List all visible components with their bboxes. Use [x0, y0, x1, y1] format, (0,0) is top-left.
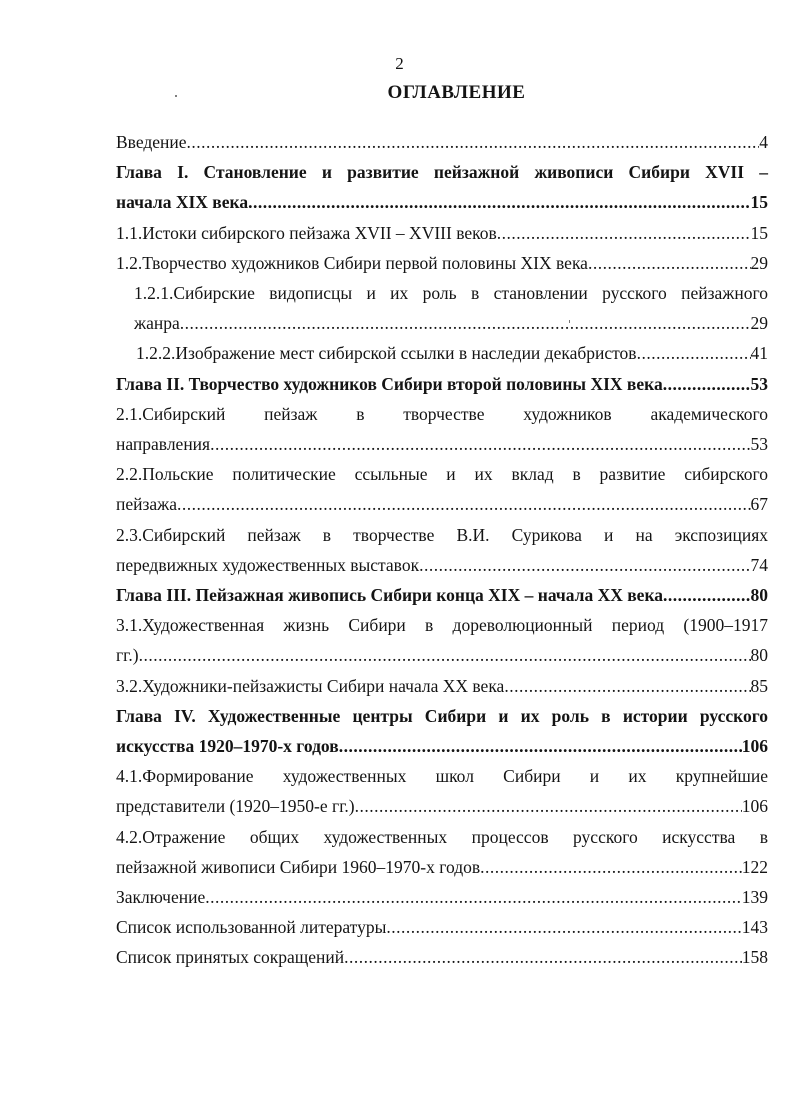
toc-entry[interactable]: [116, 912, 768, 942]
toc-entry-title: Список использованной литературы: [116, 917, 387, 938]
toc-entry-page-number: 41: [750, 343, 768, 364]
toc-entry-leader-line: [116, 791, 768, 821]
toc-entry-page-number: 158: [741, 947, 768, 968]
toc-entry-line: 2.1.Сибирский пейзаж в творчестве художников академического: [116, 403, 768, 424]
toc-entry-page-number: 74: [750, 554, 768, 575]
toc-entry-page-number: 122: [741, 856, 768, 877]
toc-entry-title: жанра: [134, 313, 180, 334]
toc-entry[interactable]: [116, 671, 768, 701]
dot-leader: [386, 912, 741, 942]
toc-entry-page-number: 106: [741, 796, 768, 817]
toc-entry-page-number: 53: [750, 434, 768, 455]
toc-entry-title: 3.2.Художники-пейзажисты Сибири начала XX века: [116, 675, 505, 696]
toc-entry-title: передвижных художественных выставок: [116, 554, 420, 575]
toc-entry-page-number: 15: [750, 192, 768, 213]
toc-entry[interactable]: [116, 369, 768, 399]
toc-entry[interactable]: [116, 882, 768, 912]
toc-entry-page-number: 139: [741, 887, 768, 908]
toc-entry[interactable]: [116, 278, 768, 338]
toc-entry-leader-line: [116, 942, 768, 972]
toc-entry-title: представители (1920–1950-е гг.): [116, 796, 355, 817]
dot-leader: [663, 369, 751, 399]
toc-entry[interactable]: [116, 822, 768, 882]
dot-leader: [480, 852, 742, 882]
toc-entry-page-number: 4: [759, 132, 768, 152]
toc-entry-leader-line: [116, 248, 768, 278]
dot-leader: [663, 580, 750, 610]
dot-leader: [187, 127, 760, 157]
toc-entry-title: искусства 1920–1970-х годов: [116, 736, 339, 757]
toc-entry-title: 1.1.Истоки сибирского пейзажа XVII – XVIII веков: [116, 222, 497, 243]
toc-entry[interactable]: [116, 218, 768, 248]
toc-entry-page-number: 85: [750, 675, 768, 696]
toc-entry-line: 2.2.Польские политические ссыльные и их вклад в развитие сибирского: [116, 464, 768, 485]
toc-entry-title: Заключение: [116, 887, 206, 908]
toc-entry-leader-line: [134, 308, 768, 338]
toc-entry-page-number: 15: [750, 222, 768, 243]
toc-entry[interactable]: [116, 459, 768, 519]
toc-entry-title: Глава II. Творчество художников Сибири второй половины XIX века: [116, 373, 663, 394]
toc-entry[interactable]: [116, 580, 768, 610]
toc-entry-title: Введение: [116, 132, 187, 152]
toc-entry-leader-line: [116, 640, 768, 670]
toc-entry-leader-line: [116, 580, 768, 610]
toc-entry-title: начала XIX века: [116, 192, 249, 213]
dot-leader: [355, 791, 742, 821]
toc-entry-leader-line: [116, 489, 768, 519]
toc-entry-leader-line: [116, 218, 768, 248]
toc-entry-line: 4.2.Отражение общих художественных процессов русского искусства в: [116, 826, 768, 847]
toc-entry-leader-line: [116, 671, 768, 701]
dot-leader: [344, 942, 742, 972]
page-number: 2: [395, 54, 404, 73]
dot-leader: [139, 640, 751, 670]
toc-entry-title: гг.): [116, 645, 139, 666]
toc-entry-line: Глава I. Становление и развитие пейзажной живописи Сибири XVII –: [116, 162, 768, 183]
dot-leader: [637, 338, 751, 368]
dot-leader: [339, 731, 742, 761]
dot-leader: [504, 671, 750, 701]
toc-entry-leader-line: [116, 882, 768, 912]
dot-leader: [497, 218, 751, 248]
table-of-contents: [116, 127, 768, 973]
toc-entry-title: направления: [116, 434, 211, 455]
toc-entry-page-number: 67: [750, 494, 768, 515]
dot-leader: [177, 489, 750, 519]
toc-entry-title: 1.2.Творчество художников Сибири первой половины XIX века: [116, 252, 588, 273]
toc-entry-leader-line: [136, 338, 768, 368]
toc-entry-line: Глава IV. Художественные центры Сибири и их роль в истории русского: [116, 705, 768, 726]
toc-entry-page-number: 106: [741, 736, 768, 757]
toc-entry-leader-line: [116, 731, 768, 761]
toc-entry-title: 1.2.2.Изображение мест сибирской ссылки в наследии декабристов: [136, 343, 637, 364]
dot-leader: [205, 882, 742, 912]
toc-entry-leader-line: [116, 912, 768, 942]
toc-entry-title: Список принятых сокращений: [116, 947, 345, 968]
toc-entry-title: пейзажа: [116, 494, 178, 515]
dot-leader: [210, 429, 750, 459]
toc-entry-leader-line: [116, 187, 768, 217]
toc-entry-page-number: 29: [750, 313, 768, 334]
toc-entry[interactable]: [116, 399, 768, 459]
toc-entry-page-number: 143: [741, 917, 768, 938]
toc-entry-page-number: 29: [750, 252, 768, 273]
toc-entry[interactable]: [116, 338, 768, 368]
toc-entry-leader-line: [116, 550, 768, 580]
toc-entry[interactable]: [116, 942, 768, 972]
toc-entry[interactable]: [116, 157, 768, 217]
toc-entry-page-number: 53: [750, 373, 768, 394]
toc-entry-leader-line: [116, 852, 768, 882]
dot-leader: [248, 187, 750, 217]
dot-leader: [419, 550, 750, 580]
toc-entry-leader-line: [116, 127, 768, 157]
toc-entry-line: 4.1.Формирование художественных школ Сибири и их крупнейшие: [116, 766, 768, 787]
toc-entry[interactable]: [116, 520, 768, 580]
toc-entry-leader-line: [116, 369, 768, 399]
toc-entry[interactable]: [116, 127, 768, 157]
toc-entry-page-number: 80: [750, 585, 768, 606]
dot-leader: [588, 248, 751, 278]
toc-entry[interactable]: [116, 248, 768, 278]
toc-entry[interactable]: [116, 761, 768, 821]
toc-entry[interactable]: [116, 610, 768, 670]
toc-entry-line: 1.2.1.Сибирские видописцы и их роль в становлении русского пейзажного: [134, 283, 768, 304]
page-title: ОГЛАВЛЕНИЕ: [387, 82, 526, 103]
toc-entry-title: пейзажной живописи Сибири 1960–1970-х годов: [116, 856, 481, 877]
toc-entry-line: 2.3.Сибирский пейзаж в творчестве В.И. Сурикова и на экспозициях: [116, 524, 768, 545]
dot-leader: [180, 308, 751, 338]
toc-entry-line: 3.1.Художественная жизнь Сибири в дореволюционный период (1900–1917: [116, 615, 768, 636]
scan-speck: [175, 95, 177, 97]
toc-entry-title: Глава III. Пейзажная живопись Сибири конца XIX – начала XX века: [116, 585, 664, 606]
toc-entry[interactable]: [116, 701, 768, 761]
toc-entry-leader-line: [116, 429, 768, 459]
toc-entry-page-number: 80: [750, 645, 768, 666]
